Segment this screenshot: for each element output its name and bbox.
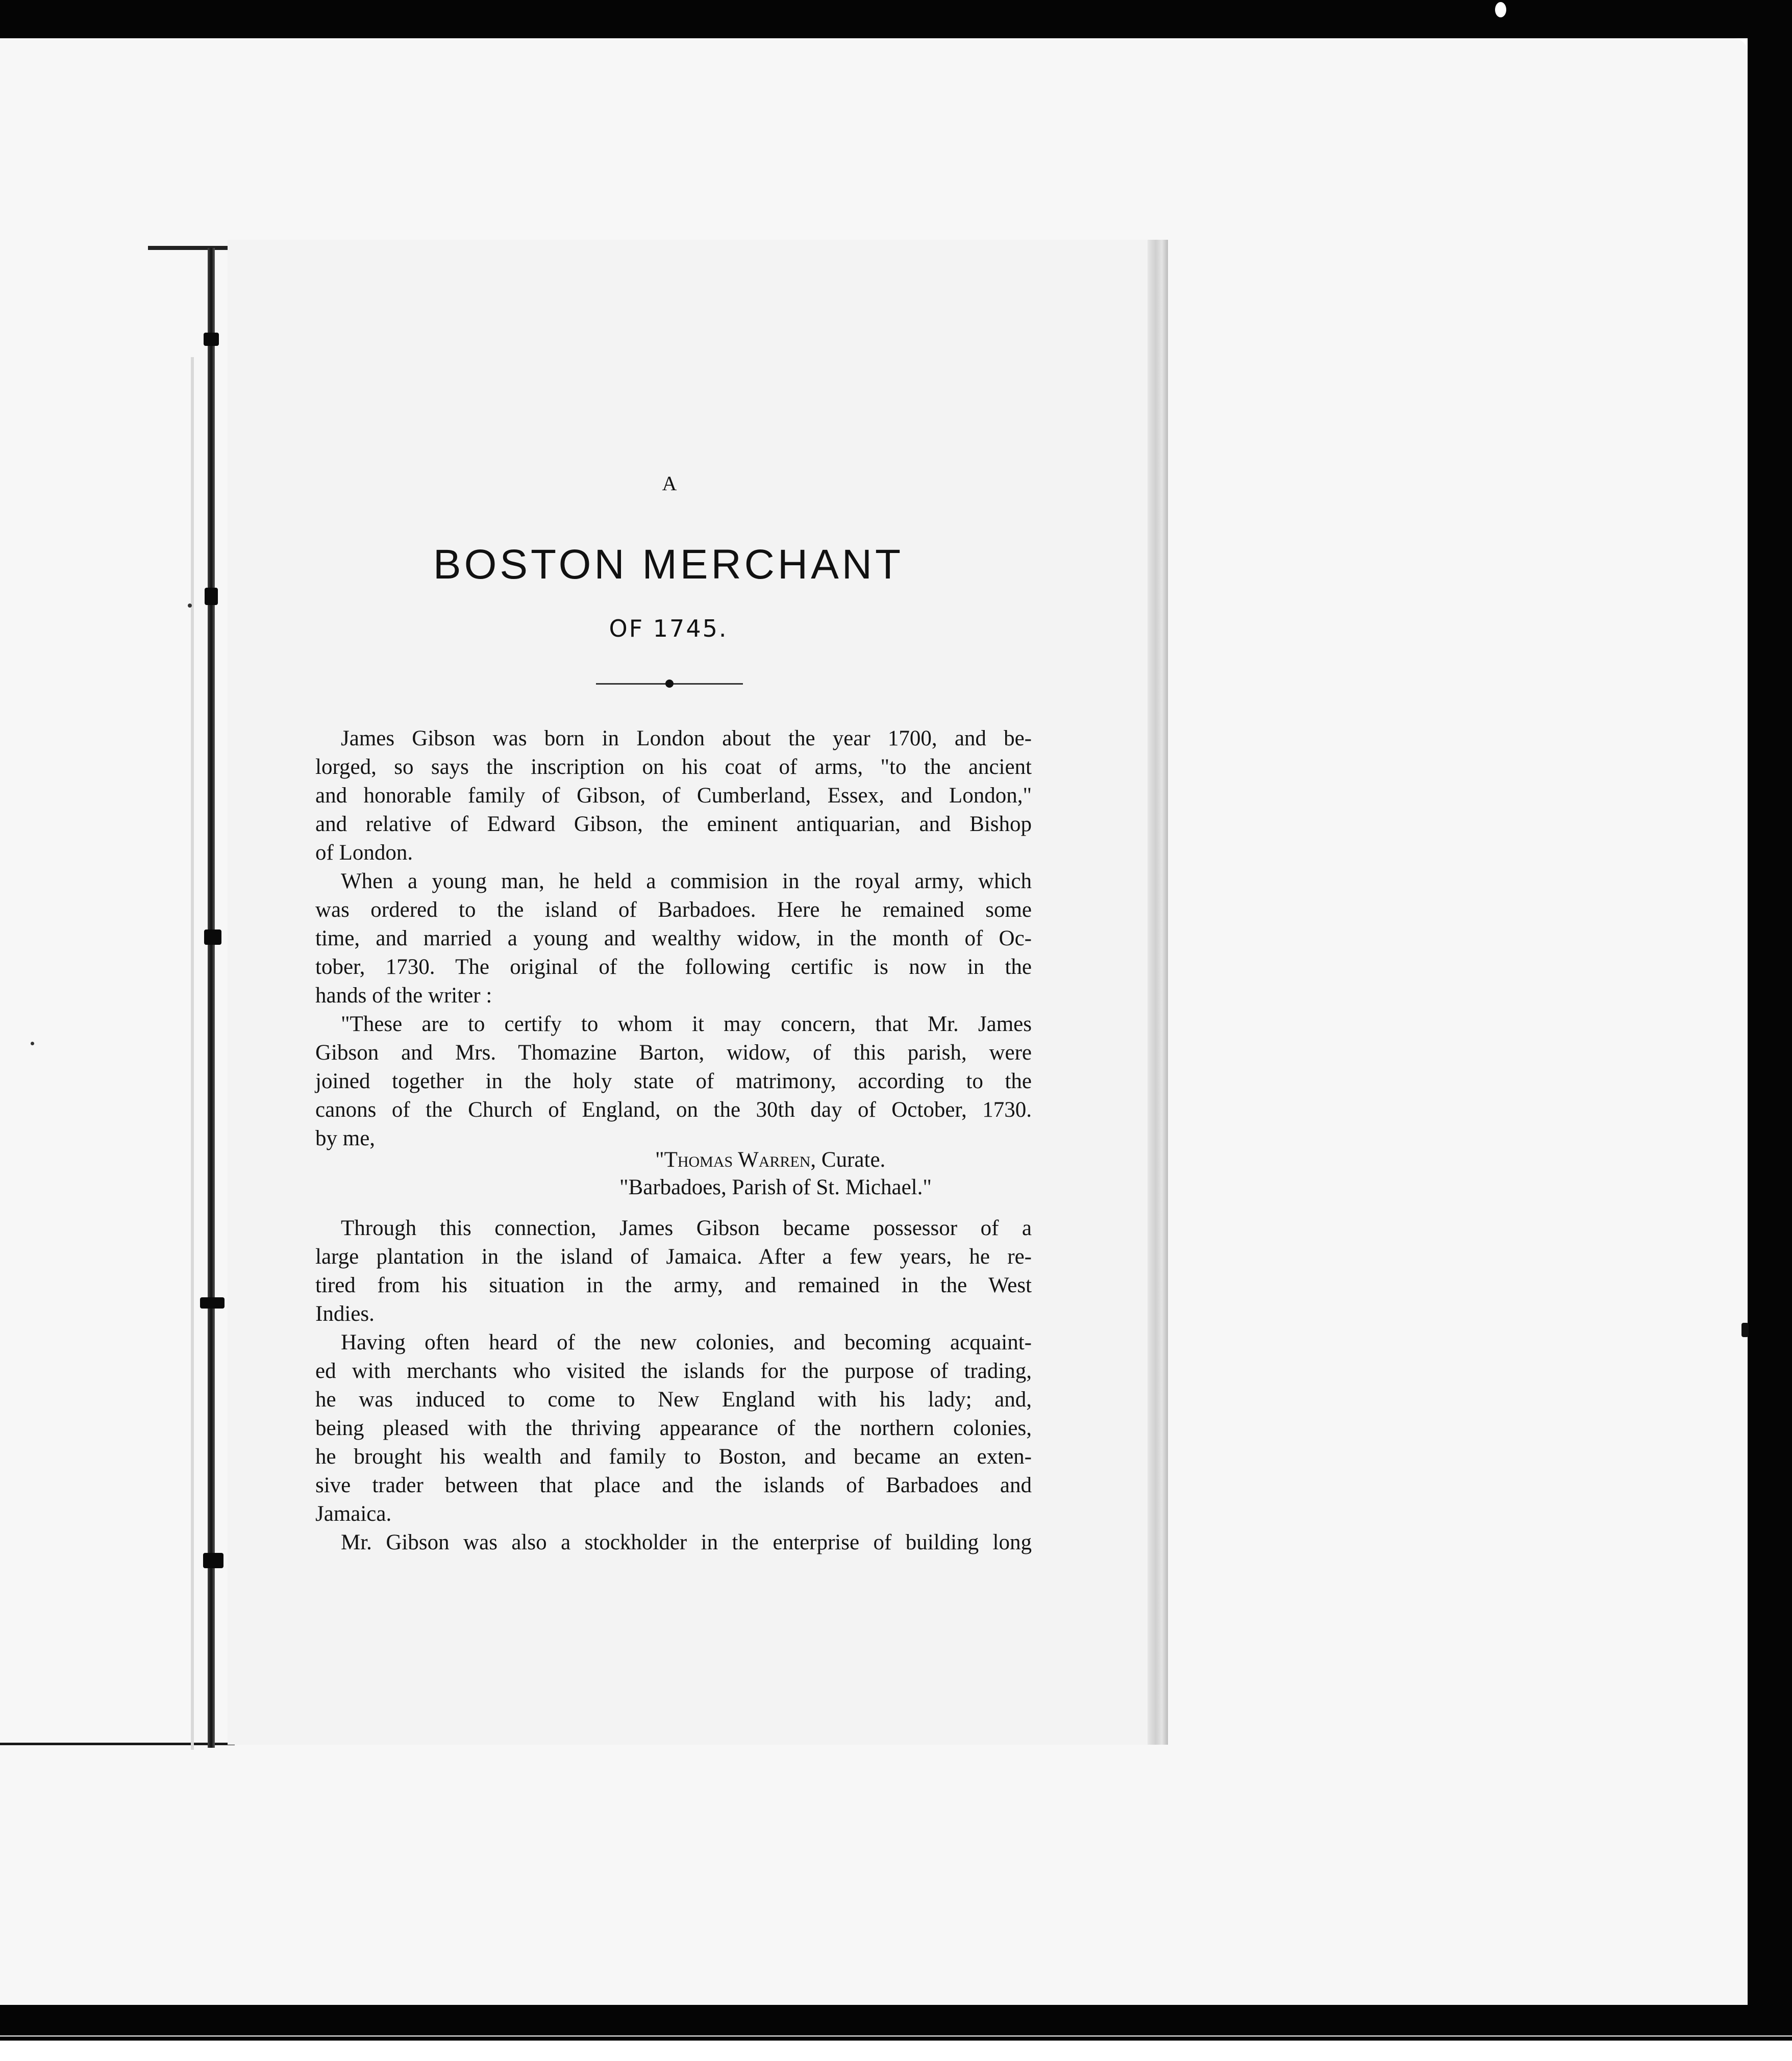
scan-speck	[188, 604, 192, 608]
signature-name: Thomas Warren	[664, 1148, 811, 1172]
binding-stitch	[205, 588, 218, 605]
scan-hole-mark	[1495, 2, 1506, 17]
scan-border-top	[0, 0, 1792, 38]
text-line: being pleased with the thriving appearance of the northern colonies,	[315, 1416, 1032, 1440]
facing-page-edge	[0, 1743, 235, 1745]
text-line: time, and married a young and wealthy widow, in the month of Oc-	[315, 926, 1032, 950]
text-line: Having often heard of the new colonies, and becoming acquaint-	[341, 1330, 1032, 1354]
text-line: sive trader between that place and the islands of Barbadoes and	[315, 1473, 1032, 1497]
text-line: large plantation in the island of Jamaica. After a few years, he re-	[315, 1245, 1032, 1269]
text-line: tired from his situation in the army, and remained in the West	[315, 1273, 1032, 1297]
text-line: and honorable family of Gibson, of Cumberland, Essex, and London,"	[315, 784, 1032, 808]
binding-stitch	[204, 333, 219, 346]
text-line: joined together in the holy state of matrimony, according to the	[315, 1069, 1032, 1093]
page-subtitle: OF 1745.	[609, 615, 728, 642]
scan-speck	[31, 1042, 34, 1045]
text-line: "These are to certify to whom it may concern, that Mr. James	[341, 1012, 1032, 1036]
text-line: canons of the Church of England, on the 30th day of October, 1730.	[315, 1098, 1032, 1122]
text-line: he was induced to come to New England with his lady; and,	[315, 1388, 1032, 1412]
text-line: When a young man, he held a commision in the royal army, which	[341, 869, 1032, 893]
signature-curate	[655, 1146, 885, 1174]
signature-quote: "	[655, 1148, 664, 1172]
text-line: Indies.	[315, 1302, 375, 1326]
binding-shadow	[191, 357, 194, 1750]
text-line: of London.	[315, 841, 413, 865]
text-line: lorged, so says the inscription on his coat of arms, "to the ancient	[315, 755, 1032, 779]
text-line: and relative of Edward Gibson, the eminent antiquarian, and Bishop	[315, 812, 1032, 836]
text-line: James Gibson was born in London about the year 1700, and be-	[341, 726, 1032, 750]
binding-stitch	[203, 1553, 223, 1568]
signature-parish: "Barbadoes, Parish of St. Michael."	[619, 1175, 932, 1199]
scan-speck	[1741, 1323, 1749, 1337]
text-line: was ordered to the island of Barbadoes. Here he remained some	[315, 898, 1032, 922]
text-line: ed with merchants who visited the islands for the purpose of trading,	[315, 1359, 1032, 1383]
binding-stitch	[200, 1297, 225, 1309]
binding-spine	[208, 248, 215, 1748]
page-edge	[1148, 240, 1168, 1745]
binding-stitch	[204, 929, 221, 945]
page-title: BOSTON MERCHANT	[433, 541, 904, 588]
scan-border-right	[1748, 38, 1792, 2005]
text-line: Through this connection, James Gibson became possessor of a	[341, 1216, 1032, 1240]
text-line: tober, 1730. The original of the following certific is now in the	[315, 955, 1032, 979]
text-line: hands of the writer :	[315, 984, 492, 1008]
text-line: Jamaica.	[315, 1502, 392, 1526]
signature-title: , Curate.	[810, 1148, 886, 1172]
heading-article: A	[662, 472, 677, 495]
text-line: by me,	[315, 1126, 376, 1150]
text-line: he brought his wealth and family to Boston, and became an exten-	[315, 1445, 1032, 1469]
text-line: Gibson and Mrs. Thomazine Barton, widow, of this parish, were	[315, 1041, 1032, 1065]
scan-border-bottom-line	[0, 2037, 1792, 2041]
text-line: Mr. Gibson was also a stockholder in the enterprise of building long	[341, 1530, 1032, 1554]
ornament-dot	[665, 680, 674, 688]
